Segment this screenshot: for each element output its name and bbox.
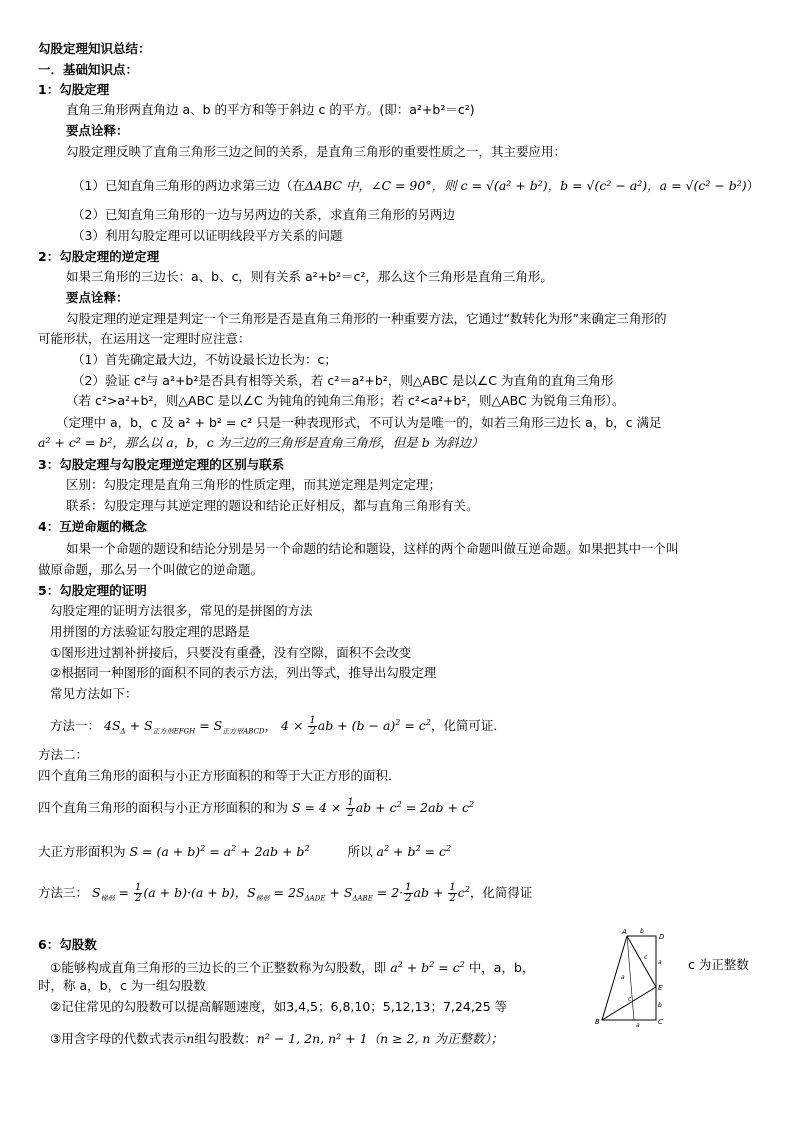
method2-line3-text: 大正方形面积为 [38,844,126,860]
heading-5: 5：勾股定理的证明 [38,583,147,598]
p6-line4-b: 组勾股数： [194,1031,257,1046]
heading-6: 6：勾股数 [38,937,97,952]
p5-line5: 常见方法如下： [50,686,138,701]
figure-label-b-right: b [658,1002,662,1009]
p2-note1: （定理中 a，b，c 及 a² + b² = c² 只是一种表现形式，不可认为是唯一的，如若三角形三边长 a，b，c 满足 [56,415,662,430]
p3-line1: 区别：勾股定理是直角三角形的性质定理，而其逆定理是判定定理； [66,477,442,492]
p6-line4: ③用含字母的代数式表示n组勾股数：n² − 1, 2n, n² + 1（n ≥ 2, n 为正整数）； [50,1031,504,1046]
method3-formula: $S_{梯形}$ = $\frac{1}{2}$ (a + b)·(a + b)，$S_{梯形} = 2S_{\Delta ADE} + S_{\Delta ABE} = 2\cdot$ $\frac{1}{2}$ ab + $\frac{1}{2}$ $c^2$ [92,882,470,905]
keynote-1: 要点诠释： [66,123,129,138]
p5-line4: ②根据同一种图形的面积不同的表示方法，列出等式，推导出勾股定理 [50,665,437,680]
p5-line3: ①图形进过割补拼接后，只要没有重叠，没有空隙，面积不会改变 [50,645,412,660]
app1-suffix: ） [746,178,760,193]
method2-result: $a^2 + b^2 = c^2$ [376,844,452,860]
figure-label-B: B [595,1018,600,1026]
method2-line2-text: 四个直角三角形的面积与小正方形面积的和为 [38,800,289,816]
p6-line3: ②记住常见的勾股数可以提高解题速度，如3,4,5；6,8,10；5,12,13；7,24,25 等 [50,999,508,1014]
p1-line1: 直角三角形两直角边 a、b 的平方和等于斜边 c 的平方。(即：a²+b²＝c²) [66,102,475,117]
section-heading: 一．基础知识点： [38,62,139,77]
p1-app3: （3）利用勾股定理可以证明线段平方关系的问题 [72,228,343,243]
p5-line2: 用拼图的方法验证勾股定理的思路是 [50,624,251,639]
method2-line3 [38,840,451,861]
method1-tail: ，化简可证． [430,718,506,734]
p4-line2: 做原命题，那么另一个叫做它的逆命题。 [38,562,264,577]
figure-label-b-top: b [640,928,644,935]
p6-line4-a: ③用含字母的代数式表示 [50,1031,187,1046]
p6-formula: $a^2 + b^2 = c^2$ [390,960,465,976]
method3-label: 方法三： [38,885,89,901]
p6-line1-text: ①能够构成直角三角形的三边长的三个正整数称为勾股数，即 [50,960,387,976]
p2-line2: 勾股定理的逆定理是判定一个三角形是否是直角三角形的一种重要方法，它通过“数转化为形”来确定三角形的 [66,311,667,326]
figure-label-c-upper: c [644,954,648,961]
p5-line1: 勾股定理的证明方法很多，常见的是拼图的方法 [50,603,313,618]
doc-title: 勾股定理知识总结： [38,41,151,56]
p2-line3: 可能形状，在运用这一定理时应注意： [38,331,251,346]
trapezoid-figure [592,924,672,1028]
heading-2: 2：勾股定理的逆定理 [38,249,160,264]
p6-line1-b: 中，a，b， [468,960,535,976]
figure-label-a-inner: a [621,974,625,981]
figure-label-C: C [658,1018,663,1026]
method2-square-formula: $S = (a + b)^2 = a^2 + 2ab + b^2$ [129,844,310,860]
p3-line2: 联系：勾股定理与其逆定理的题设和结论正好相反，都与直角三角形有关。 [66,498,479,513]
method2-line1: 四个直角三角形的面积与小正方形面积的和等于大正方形的面积． [38,768,401,783]
figure-label-a-right: a [658,959,662,966]
figure-label-c-lower: c [628,996,632,1003]
p1-app1 [72,177,759,195]
p1-app2: （2）已知直角三角形的一边与另两边的关系，求直角三角形的另两边 [72,207,455,222]
heading-1: 1：勾股定理 [38,82,110,97]
p2-note2: a² + c² = b²，那么以 a，b，c 为三边的三角形是直角三角形，但是 b 为斜边） [38,435,484,450]
figure-label-A: A [622,928,627,936]
method1-label: 方法一： [50,718,101,734]
figure-label-D: D [659,933,665,941]
method3 [38,881,532,908]
p2-item1: （1）首先确定最大边，不妨设最长边长为：c； [72,352,337,367]
p6-line1-c: c 为正整数 [688,957,749,972]
heading-4: 4：互逆命题的概念 [38,519,147,534]
p6-line1 [50,956,534,977]
method2-label: 方法二： [38,747,89,762]
p4-line1: 如果一个命题的题设和结论分别是另一个命题的结论和题设，这样的两个命题叫做互逆命题。如果把其中一个叫 [66,541,679,556]
method2-formula: S = 4 × $\frac{1}{2}$ ab + $c^2 = 2ab + c^2$ [292,797,475,820]
p2-item3: （若 c²>a²+b²，则△ABC 是以∠C 为钝角的钝角三角形；若 c²<a²+b²，则△ABC 为锐角三角形）。 [66,393,625,408]
keynote-2: 要点诠释： [66,290,129,305]
p2-item2: （2）验证 c²与 a²+b²是否具有相等关系，若 c²＝a²+b²，则△ABC 是以∠C 为直角的直角三角形 [72,373,614,388]
method1-formula-a: $4S_\Delta + S_{正方形EFGH} = S_{正方形ABCD}$ [104,718,265,736]
p6-line2: 时，称 a，b，c 为一组勾股数 [38,978,206,993]
p6-line4-formula: n² − 1, 2n, n² + 1（n ≥ 2, n 为正整数）； [256,1031,504,1046]
method1: 方法一： $4S_\Delta + S_{正方形EFGH} = S_{正方形ABCD}$， 4 × $\frac{1}{2}$ ab + $(b - a)^2 = c^2$，化简可证． [50,715,506,738]
figure-label-a-bottom: a [636,1022,640,1028]
method2-line2 [38,796,474,819]
method3-tail: ，化简得证 [469,885,533,901]
p1-line2: 勾股定理反映了直角三角形三边之间的关系，是直角三角形的重要性质之一，其主要应用： [66,144,567,159]
heading-3: 3：勾股定理与勾股定理逆定理的区别与联系 [38,457,285,472]
p2-line1: 如果三角形的三边长：a、b、c，则有关系 a²+b²＝c²，那么这个三角形是直角三角形。 [66,269,553,284]
method2-so: 所以 [347,844,373,860]
app1-prefix: （1）已知直角三角形的两边求第三边（在 [72,178,305,193]
method1-formula-b: 4 × $\frac{1}{2}$ ab + $(b - a)^2 = c^2$ [281,715,431,738]
app1-formula: ΔABC 中，∠C = 90°，则 c = √(a² + b²)，b = √(c² − a²)，a = √(c² − b²) [304,178,747,193]
figure-label-E: E [658,984,663,992]
